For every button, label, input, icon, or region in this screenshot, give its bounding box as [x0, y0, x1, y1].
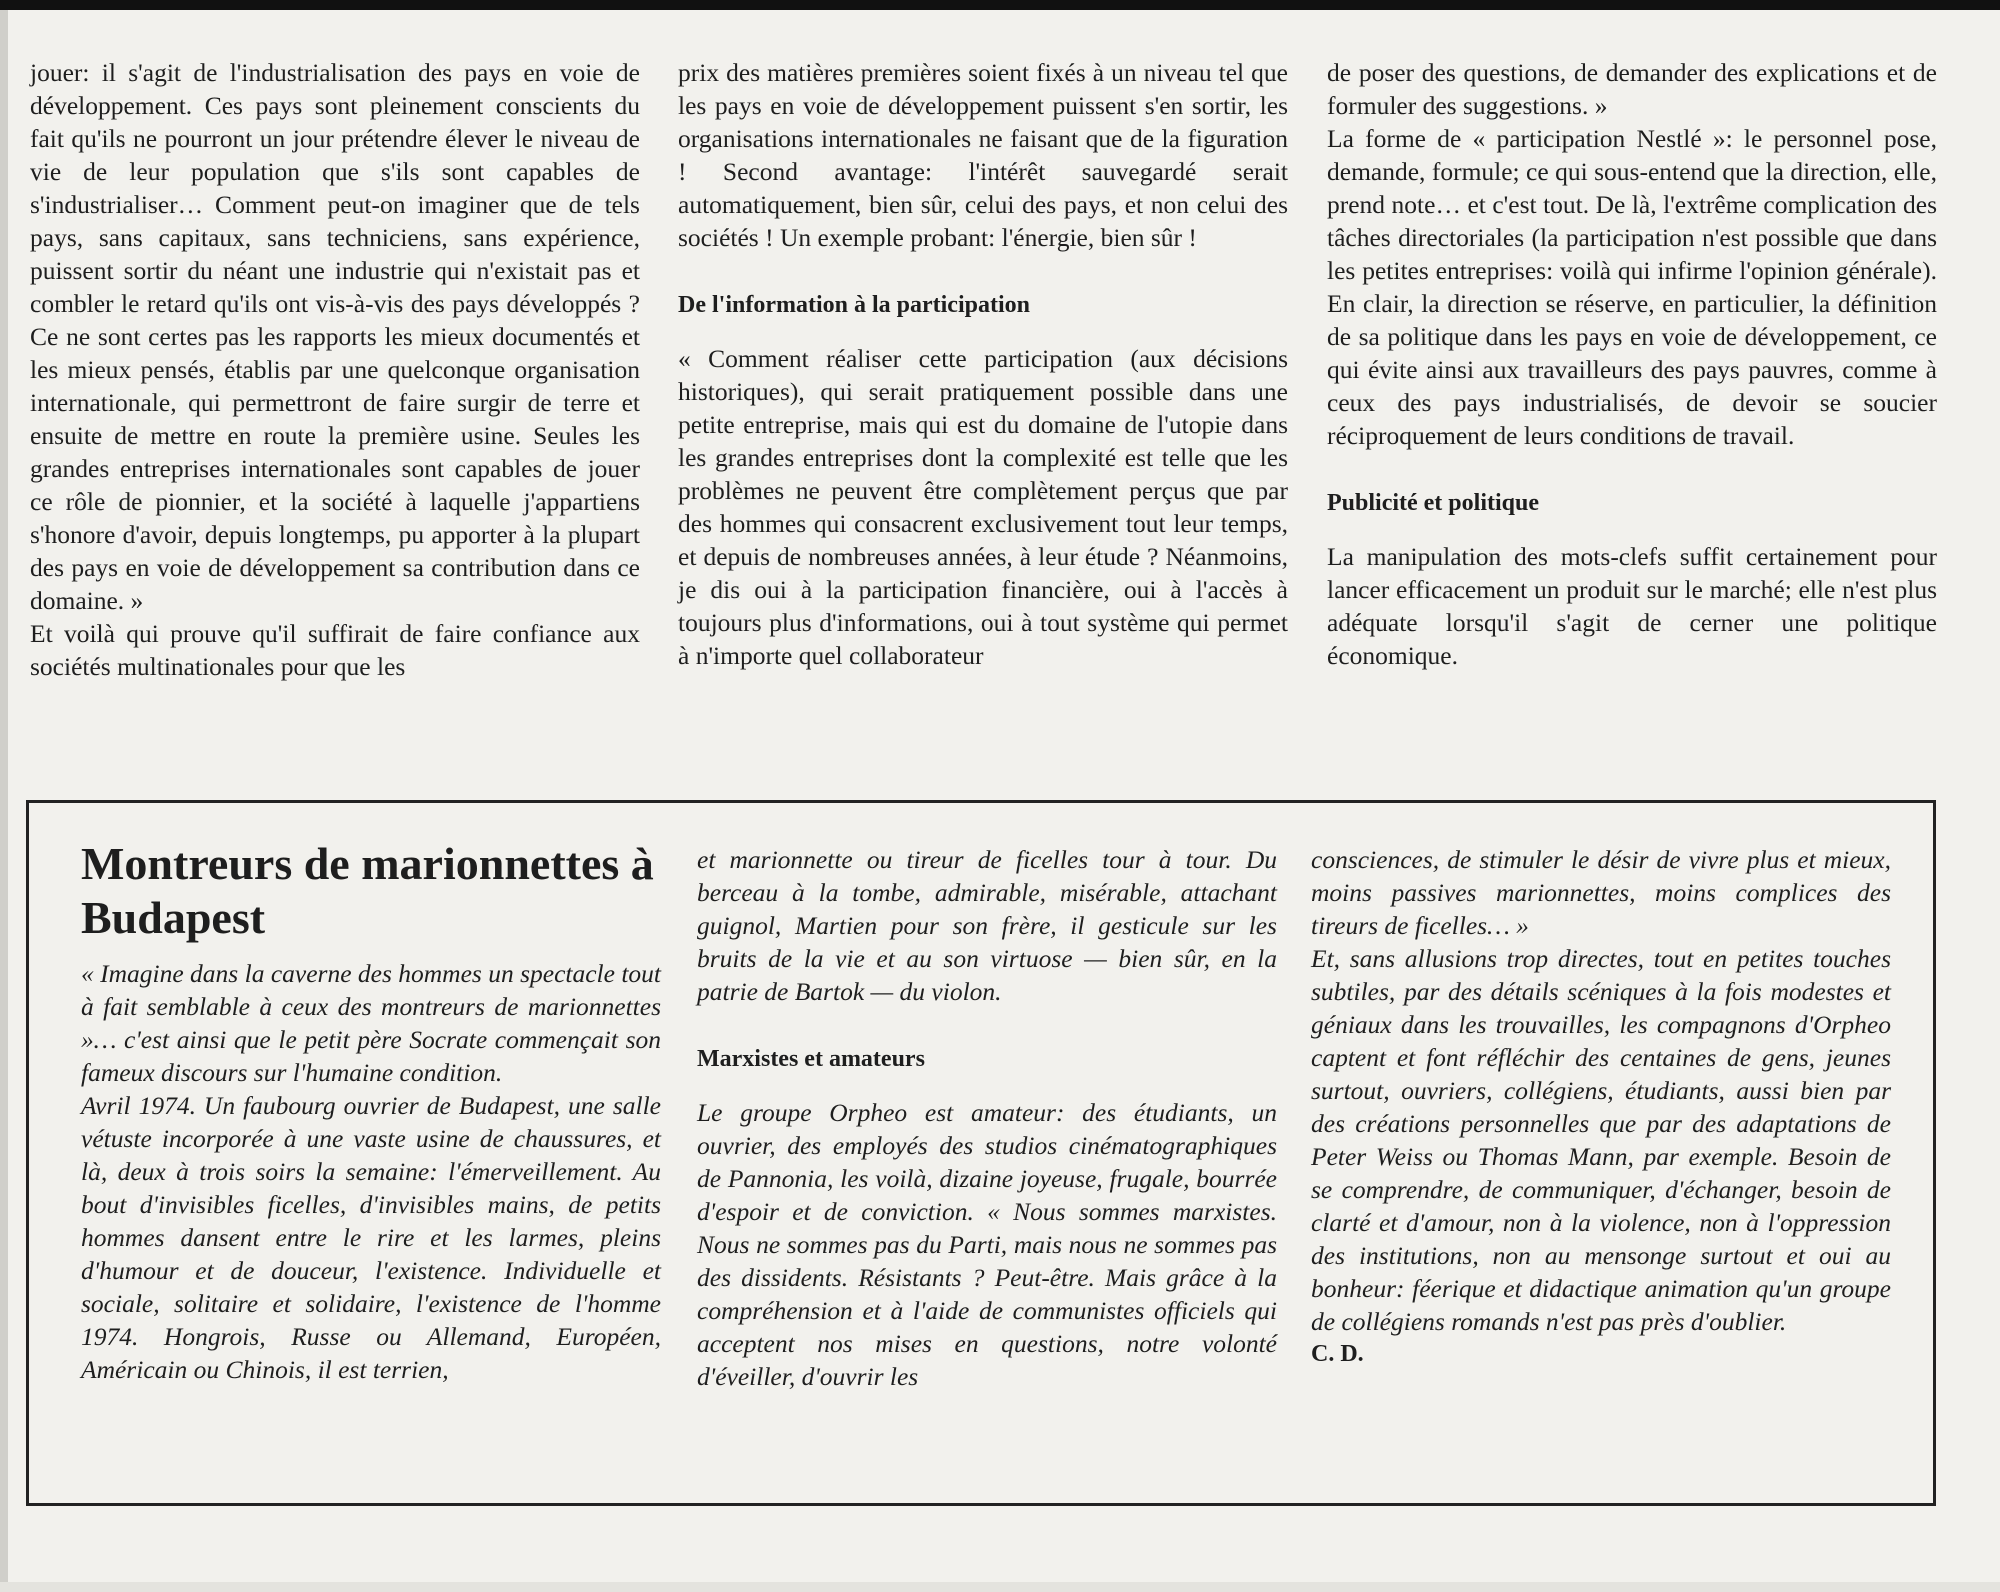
section-heading: Publicité et politique: [1327, 490, 1539, 516]
box-paragraph: « Imagine dans la caverne des hommes un spectacle tout à fait semblable à ceux des montreurs de marionnettes »… c'est ainsi que le petit père Socrate commençait son fameux discours sur l'humaine condition.: [81, 959, 661, 1087]
page-left-edge: [0, 10, 8, 1592]
box-paragraph: Et, sans allusions trop directes, tout en petites touches subtiles, par des détails scéniques à la fois modestes et géniaux dans les trouvailles, les compagnons d'Orpheo captent et font réfléchir des centaines de gens, jeunes surtout, ouvriers, collégiens, étudiants, aussi bien par des créations personnelles que par des adaptations de Peter Weiss ou Thomas Mann, par exemple. Besoin de se comprendre, de communiquer, d'échanger, besoin de clarté et d'amour, non à la violence, non à l'oppression des institutions, non au mensonge surtout et oui au bonheur: féerique et didactique animation qu'un groupe de collégiens romands n'est pas près d'oublier.: [1311, 944, 1891, 1336]
box-column-2: [697, 843, 1277, 1393]
author-signature: C. D.: [1311, 1341, 1364, 1367]
box-column-3: [1311, 843, 1891, 1371]
box-paragraph: Avril 1974. Un faubourg ouvrier de Budapest, une salle vétuste incorporée à une vaste usine de chaussures, et là, deux à trois soirs la semaine: l'émerveillement. Au bout d'invisibles ficelles, d'invisibles mains, de petits hommes dansent entre le rire et les larmes, pleins d'humour et de douceur, l'existence. Individuelle et sociale, solitaire et solidaire, l'existence de l'homme 1974. Hongrois, Russe ou Allemand, Européen, Américain ou Chinois, il est terrien,: [81, 1091, 661, 1384]
article-paragraph: Et voilà qui prouve qu'il suffirait de faire confiance aux sociétés multinationales pour que les: [30, 619, 640, 681]
article-column-2: [678, 56, 1288, 672]
article-column-3: [1327, 56, 1937, 672]
article-paragraph: de poser des questions, de demander des explications et de formuler des suggestions. »: [1327, 58, 1937, 120]
box-title: Montreurs de marionnettes à Budapest: [81, 838, 654, 943]
box-paragraph: consciences, de stimuler le désir de vivre plus et mieux, moins passives marionnettes, moins complices des tireurs de ficelles… »: [1311, 845, 1891, 940]
box-paragraph: Le groupe Orpheo est amateur: des étudiants, un ouvrier, des employés des studios cinématographiques de Pannonia, les voilà, dizaine joyeuse, frugale, bourrée d'espoir et de conviction. « Nous sommes marxistes. Nous ne sommes pas du Parti, mais nous ne sommes pas des dissidents. Résistants ? Peut-être. Mais grâce à la compréhension et à l'aide de communistes officiels qui acceptent nos mises en questions, notre volonté d'éveiller, d'ouvrir les: [697, 1098, 1277, 1391]
article-paragraph: La forme de « participation Nestlé »: le personnel pose, demande, formule; ce qui sous-entend que la direction, elle, prend note… et c'est tout. De là, l'extrême complication des tâches directoriales (la participation n'est possible que dans les petites entreprises: voilà qui infirme l'opinion générale). En clair, la direction se réserve, en particulier, la définition de sa politique dans les pays en voie de développement, ce qui évite ainsi aux travailleurs des pays pauvres, comme à ceux des pays industrialisés, de devoir se soucier réciproquement de leurs conditions de travail.: [1327, 124, 1937, 450]
box-section-heading: Marxistes et amateurs: [697, 1046, 925, 1072]
article-paragraph: prix des matières premières soient fixés à un niveau tel que les pays en voie de développement puissent s'en sortir, les organisations internationales ne faisant que de la figuration ! Second avantage: l'intérêt sauvegardé serait automatiquement, bien sûr, celui des pays, et non celui des sociétés ! Un exemple probant: l'énergie, bien sûr !: [678, 58, 1288, 252]
page-bottom-edge: [0, 1582, 2000, 1592]
page-top-border: [0, 0, 2000, 10]
boxed-article: [26, 800, 1936, 1506]
section-heading: De l'information à la participation: [678, 292, 1030, 318]
article-paragraph: La manipulation des mots-clefs suffit certainement pour lancer efficacement un produit sur le marché; elle n'est plus adéquate lorsqu'il s'agit de cerner une politique économique.: [1327, 542, 1937, 670]
article-paragraph: « Comment réaliser cette participation (aux décisions historiques), qui serait pratiquement possible dans une petite entreprise, mais qui est du domaine de l'utopie dans les grandes entreprises dont la complexité est telle que les problèmes ne peuvent être complètement perçus que par des hommes qui consacrent exclusivement tout leur temps, et depuis de nombreuses années, à leur étude ? Néanmoins, je dis oui à la participation financière, oui à l'accès à toujours plus d'informations, oui à tout système qui permet à n'importe quel collaborateur: [678, 344, 1288, 670]
article-column-1: [30, 56, 640, 683]
box-paragraph: et marionnette ou tireur de ficelles tour à tour. Du berceau à la tombe, admirable, misérable, attachant guignol, Martien pour son frère, il gesticule sur les bruits de la vie et au son virtuose — bien sûr, en la patrie de Bartok — du violon.: [697, 845, 1277, 1006]
box-column-1: [81, 837, 661, 1386]
article-paragraph: jouer: il s'agit de l'industrialisation des pays en voie de développement. Ces pays sont pleinement conscients du fait qu'ils ne pourront un jour prétendre élever le niveau de vie de leur population que s'ils sont capables de s'industrialiser… Comment peut-on imaginer que de tels pays, sans capitaux, sans techniciens, sans expérience, puissent sortir du néant une industrie qui n'existait pas et combler le retard qu'ils ont vis-à-vis des pays développés ? Ce ne sont certes pas les rapports les mieux documentés et les mieux pensés, établis par une quelconque organisation internationale, qui permettront de faire surgir de terre et ensuite de mettre en route la première usine. Seules les grandes entreprises internationales sont capables de jouer ce rôle de pionnier, et la société à laquelle j'appartiens s'honore d'avoir, depuis longtemps, pu apporter à la plupart des pays en voie de développement sa contribution dans ce domaine. »: [30, 58, 640, 615]
